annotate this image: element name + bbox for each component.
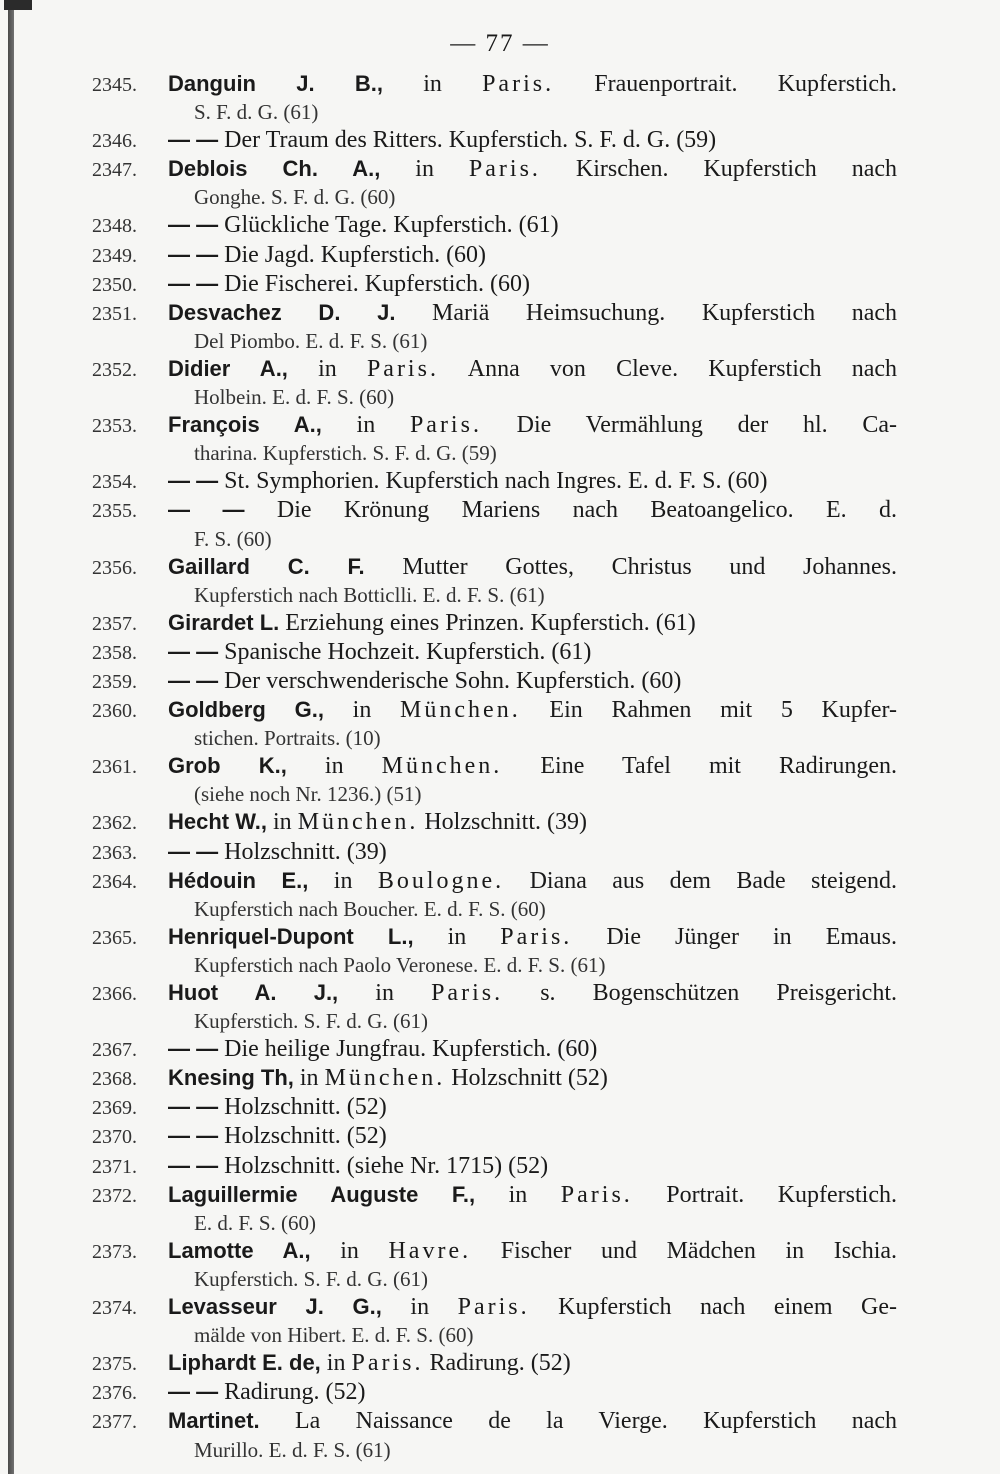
entry-number: 2372. (92, 1184, 137, 1207)
entry-title: Die Jagd. Kupferstich. (60) (224, 241, 487, 268)
entry-continuation: E. d. F. S. (60) (194, 1210, 316, 1235)
entry-first-line (92, 1407, 897, 1436)
entry-number: 2373. (92, 1240, 137, 1263)
entry-title: Glückliche Tage. Kupferstich. (61) (224, 212, 559, 239)
entry-title: Erziehung eines Prinzen. Kupferstich. (61) (285, 609, 696, 636)
entry-artist: Deblois Ch. A., (168, 156, 381, 182)
catalogue-entry (92, 752, 897, 808)
entry-first-line (92, 1035, 897, 1064)
entry-artist: Grob K., (168, 753, 287, 779)
entry-first-line (92, 1378, 897, 1407)
entry-number: 2348. (92, 215, 137, 238)
binding-edge-top (4, 0, 32, 10)
entry-artist: Martinet. (168, 1408, 260, 1434)
entry-preposition: in (423, 71, 442, 97)
entry-title: Holzschnitt. (39) (424, 809, 587, 836)
entry-title: St. Symphorien. Kupferstich nach Ingres. E. d. F. S. (60) (224, 468, 768, 495)
entry-title: Eine Tafel mit Radirungen. (540, 753, 897, 780)
entry-preposition: in (410, 1294, 430, 1321)
catalogue-entry (92, 411, 897, 467)
entry-number: 2376. (92, 1382, 137, 1405)
entry-number: 2361. (92, 756, 137, 779)
entry-number: 2363. (92, 841, 137, 864)
entry-number: 2360. (92, 700, 137, 723)
entry-number: 2349. (92, 244, 137, 267)
catalogue-entry (92, 355, 897, 411)
entry-first-line (92, 411, 897, 440)
entry-artist: Laguillermie Auguste F., (168, 1181, 476, 1207)
entry-first-line (92, 1064, 897, 1093)
entry-first-line (92, 1349, 897, 1378)
entry-number: 2355. (92, 500, 137, 523)
entry-number: 2350. (92, 273, 137, 296)
entry-first-line (92, 923, 897, 952)
entry-first-line (92, 1152, 897, 1181)
entry-number: 2353. (92, 415, 137, 438)
entry-number: 2359. (92, 670, 137, 693)
catalogue-entry (92, 609, 897, 638)
entry-continuation: (siehe noch Nr. 1236.) (51) (194, 782, 422, 807)
entry-artist: Desvachez D. J. (168, 299, 396, 325)
entry-title: Holzschnitt. (39) (224, 838, 387, 865)
entry-title: Ein Rahmen mit 5 Kupfer- (549, 697, 897, 724)
catalogue-entry (92, 1349, 897, 1378)
entry-continuation: S. F. d. G. (61) (194, 100, 319, 125)
entry-city: Paris. (482, 71, 555, 97)
catalogue-entry (92, 496, 897, 552)
entry-title: Holzschnitt (52) (451, 1065, 608, 1092)
catalogue-entry (92, 1407, 897, 1463)
entry-number: 2375. (92, 1353, 137, 1376)
entry-number: 2352. (92, 358, 137, 381)
entry-city: Paris. (457, 1294, 530, 1321)
catalogue-entry (92, 867, 897, 923)
entry-first-line (92, 667, 897, 696)
entry-preposition: in (333, 867, 353, 894)
entry-first-line (92, 126, 897, 155)
entry-preposition: in (356, 412, 376, 439)
entry-city: Paris. (366, 355, 439, 382)
entry-continuation: Murillo. E. d. F. S. (61) (194, 1437, 391, 1462)
entry-first-line (92, 1293, 897, 1322)
entry-artist: — — (168, 212, 219, 238)
entry-first-line (92, 808, 897, 837)
entry-preposition: in (352, 697, 372, 724)
entry-continuation: Kupferstich nach Boucher. E. d. F. S. (60) (194, 896, 546, 921)
entry-city: München. (297, 809, 419, 836)
entry-artist: Liphardt E. de, (168, 1350, 321, 1376)
entry-continuation: tharina. Kupferstich. S. F. d. G. (59) (194, 441, 497, 466)
entry-title: Die heilige Jungfrau. Kupferstich. (60) (224, 1036, 598, 1063)
entry-artist: — — (168, 667, 219, 693)
entry-number: 2347. (92, 159, 137, 182)
entry-first-line (92, 155, 897, 184)
entry-city: Havre. (388, 1237, 472, 1264)
entry-number: 2351. (92, 302, 137, 325)
entry-title: Radirung. (52) (224, 1379, 366, 1406)
entry-number: 2362. (92, 812, 137, 835)
catalogue-entry (92, 696, 897, 752)
entry-title: Mariä Heimsuchung. Kupferstich nach (432, 299, 897, 326)
entry-title: Fischer und Mädchen in Ischia. (500, 1237, 897, 1264)
entry-artist: — — (168, 1379, 219, 1405)
entry-title: s. Bogenschützen Preisgericht. (540, 980, 897, 1006)
entry-preposition: in (326, 1350, 346, 1377)
entry-artist: — — (168, 1152, 219, 1178)
entry-artist: Knesing Th, (168, 1065, 294, 1091)
entry-title: Portrait. Kupferstich. (666, 1181, 897, 1208)
entry-city: München. (381, 753, 503, 780)
entry-artist: Didier A., (168, 355, 288, 381)
catalogue-entry (92, 467, 897, 496)
entry-first-line (92, 70, 897, 99)
entry-preposition: in (508, 1181, 528, 1208)
entry-artist: Danguin J. B., (168, 71, 384, 96)
entry-preposition: in (273, 809, 292, 836)
catalogue-entries (92, 70, 897, 1464)
entry-city: Paris. (560, 1181, 633, 1208)
entry-title: Kupferstich nach einem Ge- (558, 1294, 897, 1321)
catalogue-entry (92, 1064, 897, 1093)
entry-first-line (92, 838, 897, 867)
catalogue-entry (92, 808, 897, 837)
entry-city: Paris. (351, 1350, 424, 1377)
catalogue-entry (92, 270, 897, 299)
entry-number: 2356. (92, 556, 137, 579)
entry-artist: François A., (168, 412, 322, 438)
catalogue-entry (92, 979, 897, 1035)
entry-title: Diana aus dem Bade steigend. (529, 867, 897, 894)
entry-number: 2366. (92, 983, 137, 1005)
entry-city: München. (400, 697, 521, 724)
entry-artist: — — (168, 1036, 219, 1062)
entry-title: Der verschwenderische Sohn. Kupferstich. (60) (224, 667, 682, 694)
catalogue-entry (92, 1152, 897, 1181)
entry-title: Anna von Cleve. Kupferstich nach (467, 355, 897, 382)
entry-title: La Naissance de la Vierge. Kupferstich nach (295, 1408, 897, 1435)
entry-first-line (92, 1237, 897, 1266)
catalogue-entry (92, 126, 897, 155)
catalogue-entry (92, 1237, 897, 1293)
catalogue-entry (92, 241, 897, 270)
entry-continuation: mälde von Hibert. E. d. F. S. (60) (194, 1323, 474, 1348)
entry-first-line (92, 496, 897, 525)
entry-first-line (92, 299, 897, 328)
entry-artist: — — (168, 1094, 219, 1120)
entry-number: 2358. (92, 641, 137, 664)
entry-preposition: in (299, 1065, 319, 1092)
entry-number: 2365. (92, 926, 137, 949)
entry-first-line (92, 270, 897, 299)
entry-first-line (92, 1093, 897, 1122)
entry-number: 2357. (92, 612, 137, 635)
entry-continuation: Gonghe. S. F. d. G. (60) (194, 185, 396, 210)
entry-artist: — — (168, 270, 219, 296)
entry-title: Holzschnitt. (52) (224, 1094, 387, 1121)
entry-number: 2374. (92, 1297, 137, 1320)
entry-title: Spanische Hochzeit. Kupferstich. (61) (224, 638, 592, 665)
catalogue-entry (92, 211, 897, 240)
entry-first-line (92, 609, 897, 638)
entry-title: Frauenportrait. Kupferstich. (594, 71, 897, 97)
entry-number: 2364. (92, 870, 137, 893)
entry-continuation: Kupferstich. S. F. d. G. (61) (194, 1266, 428, 1291)
entry-artist: Henriquel-Dupont L., (168, 923, 414, 949)
entry-first-line (92, 638, 897, 667)
catalogue-entry (92, 1293, 897, 1349)
entry-continuation: Del Piombo. E. d. F. S. (61) (194, 328, 428, 353)
entry-artist: — — (168, 497, 245, 523)
catalogue-entry (92, 1093, 897, 1122)
entry-artist: — — (168, 1123, 219, 1149)
entry-artist: — — (168, 838, 219, 864)
page-number: — 77 — (450, 30, 550, 57)
entry-artist: Gaillard C. F. (168, 553, 365, 579)
entry-first-line (92, 211, 897, 240)
entry-number: 2367. (92, 1039, 137, 1062)
entry-preposition: in (415, 156, 434, 183)
entry-city: Paris. (468, 156, 541, 183)
entry-artist: Hecht W., (168, 809, 268, 835)
entry-first-line (92, 467, 897, 496)
catalogue-entry (92, 838, 897, 867)
catalogue-entry (92, 1122, 897, 1151)
catalogue-entry (92, 667, 897, 696)
entry-continuation: F. S. (60) (194, 526, 272, 551)
entry-city: Boulogne. (377, 867, 505, 894)
entry-first-line (92, 1122, 897, 1151)
entry-number: 2371. (92, 1155, 137, 1178)
entry-artist: — — (168, 638, 219, 664)
entry-title: Mutter Gottes, Christus und Johannes. (402, 553, 897, 580)
catalogue-entry (92, 1035, 897, 1064)
entry-preposition: in (318, 355, 337, 382)
entry-artist: — — (168, 127, 219, 153)
entry-artist: Girardet L. (168, 609, 280, 635)
entry-artist: Goldberg G., (168, 697, 324, 723)
entry-continuation: Kupferstich. S. F. d. G. (61) (194, 1009, 428, 1034)
entry-number: 2368. (92, 1068, 137, 1091)
entry-first-line (92, 241, 897, 270)
entry-preposition: in (340, 1237, 359, 1264)
entry-number: 2369. (92, 1097, 137, 1120)
entry-title: Holzschnitt. (52) (224, 1123, 387, 1150)
entry-preposition: in (324, 753, 344, 780)
entry-first-line (92, 696, 897, 725)
entry-city: Paris. (409, 412, 482, 439)
entry-title: Die Fischerei. Kupferstich. (60) (224, 270, 531, 297)
entry-artist: Hédouin E., (168, 867, 309, 893)
entry-first-line (92, 752, 897, 781)
entry-first-line (92, 1181, 897, 1210)
entry-title: Der Traum des Ritters. Kupferstich. S. F. d. G. (59) (224, 127, 717, 154)
entry-title: Die Jünger in Emaus. (606, 923, 897, 950)
entry-preposition: in (447, 923, 467, 950)
entry-title: Die Krönung Mariens nach Beatoangelico. E. d. (276, 497, 897, 524)
entry-artist: — — (168, 241, 219, 267)
catalogue-entry (92, 923, 897, 979)
entry-number: 2345. (92, 74, 137, 96)
catalogue-entry (92, 553, 897, 609)
entry-artist: Levasseur J. G., (168, 1294, 382, 1320)
entry-continuation: Kupferstich nach Botticlli. E. d. F. S. (61) (194, 582, 545, 607)
entry-continuation: stichen. Portraits. (10) (194, 726, 381, 751)
catalogue-entry (92, 638, 897, 667)
entry-title: Kirschen. Kupferstich nach (575, 156, 897, 183)
binding-edge (8, 0, 14, 1474)
entry-number: 2346. (92, 130, 137, 153)
entry-first-line (92, 553, 897, 582)
entry-city: München. (324, 1065, 446, 1092)
entry-title: Die Vermählung der hl. Ca- (516, 412, 897, 439)
entry-title: Holzschnitt. (siehe Nr. 1715) (52) (224, 1152, 549, 1179)
entry-continuation: Holbein. E. d. F. S. (60) (194, 385, 395, 410)
entry-title: Radirung. (52) (429, 1350, 571, 1377)
entry-artist: — — (168, 468, 219, 494)
entry-first-line (92, 355, 897, 384)
catalogue-entry (92, 70, 897, 126)
catalogue-entry (92, 1378, 897, 1407)
entry-number: 2354. (92, 471, 137, 494)
entry-number: 2370. (92, 1126, 137, 1149)
entry-preposition: in (375, 980, 394, 1006)
entry-city: Paris. (500, 923, 573, 950)
entry-first-line (92, 867, 897, 896)
entry-continuation: Kupferstich nach Paolo Veronese. E. d. F. S. (61) (194, 952, 606, 977)
entry-number: 2377. (92, 1411, 137, 1434)
entry-artist: Lamotte A., (168, 1237, 311, 1263)
catalogue-entry (92, 1181, 897, 1237)
entry-artist: Huot A. J., (168, 980, 339, 1005)
catalogue-entry (92, 299, 897, 355)
catalogue-entry (92, 155, 897, 211)
entry-first-line (92, 979, 897, 1008)
entry-city: Paris. (431, 980, 504, 1006)
